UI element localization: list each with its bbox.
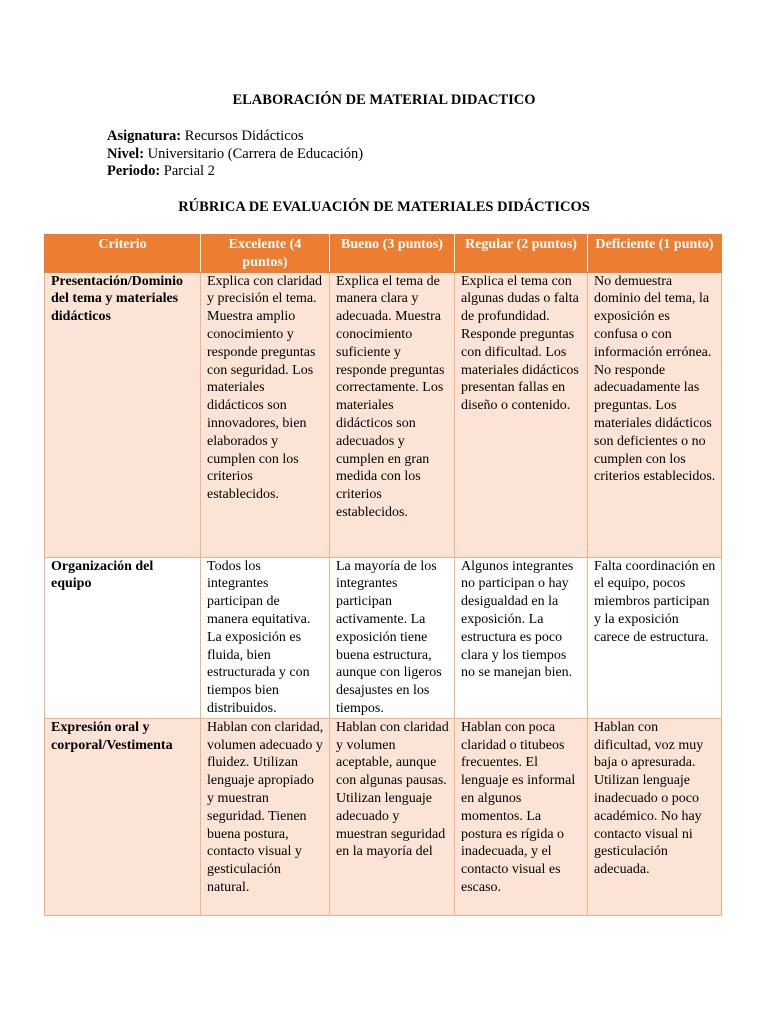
course-info <box>107 128 363 181</box>
criterio-cell: Presentación/Dominio del tema y materiales didácticos <box>45 272 201 557</box>
criterio-cell: Expresión oral y corporal/Vestimenta <box>45 718 201 915</box>
nivel-label: Nivel: <box>107 145 145 162</box>
deficiente-cell: No demuestra dominio del tema, la exposición es confusa o con información errónea. No responde adecuadamente las preguntas. Los materiales didácticos son deficientes o no cumplen con los criterios establecidos. <box>588 272 722 557</box>
regular-cell: Hablan con poca claridad o titubeos frecuentes. El lenguaje es informal en algunos momentos. La postura es rígida o inadecuada, y el contacto visual es escaso. <box>455 718 588 915</box>
bueno-cell: Hablan con claridad y volumen aceptable, aunque con algunas pausas. Utilizan lenguaje adecuado y muestran seguridad en la mayoría del <box>330 718 455 915</box>
bueno-cell: La mayoría de los integrantes participan activamente. La exposición tiene buena estructura, aunque con ligeros desajustes en los tiempos. <box>330 557 455 718</box>
criterio-cell: Organización del equipo <box>45 557 201 718</box>
table-row <box>45 557 722 718</box>
deficiente-cell: Falta coordinación en el equipo, pocos miembros participan y la exposición carece de estructura. <box>588 557 722 718</box>
header-regular: Regular (2 puntos) <box>455 235 588 273</box>
deficiente-cell: Hablan con dificultad, voz muy baja o apresurada. Utilizan lenguaje inadecuado o poco académico. No hay contacto visual ni gesticulación adecuada. <box>588 718 722 915</box>
excelente-cell: Hablan con claridad, volumen adecuado y fluidez. Utilizan lenguaje apropiado y muestran seguridad. Tienen buena postura, contacto visual y gesticulación natural. <box>201 718 330 915</box>
asignatura-line <box>107 128 363 146</box>
rubric-title: RÚBRICA DE EVALUACIÓN DE MATERIALES DIDÁCTICOS <box>178 199 590 215</box>
nivel-line <box>107 146 363 164</box>
header-deficiente: Deficiente (1 punto) <box>588 235 722 273</box>
periodo-label: Periodo: <box>107 163 161 179</box>
asignatura-value: Recursos Didácticos <box>184 128 304 144</box>
header-criterio: Criterio <box>45 235 201 273</box>
rubric-table <box>44 234 722 916</box>
bueno-cell: Explica el tema de manera clara y adecuada. Muestra conocimiento suficiente y responde preguntas correctamente. Los materiales didácticos son adecuados y cumplen en gran medida con los criterios establecidos. <box>330 272 455 557</box>
table-row <box>45 718 722 915</box>
regular-cell: Algunos integrantes no participan o hay desigualdad en la exposición. La estructura es poco clara y los tiempos no se manejan bien. <box>455 557 588 718</box>
nivel-value: Universitario (Carrera de Educación) <box>147 145 364 162</box>
header-bueno: Bueno (3 puntos) <box>330 235 455 273</box>
periodo-value: Parcial 2 <box>163 163 215 179</box>
periodo-line <box>107 163 363 181</box>
table-row <box>45 272 722 557</box>
header-excelente: Excelente (4 puntos) <box>201 235 330 273</box>
regular-cell: Explica el tema con algunas dudas o falta de profundidad. Responde preguntas con dificultad. Los materiales didácticos presentan fallas en diseño o contenido. <box>455 272 588 557</box>
document-title: ELABORACIÓN DE MATERIAL DIDACTICO <box>232 92 536 108</box>
asignatura-label: Asignatura: <box>107 128 182 144</box>
excelente-cell: Explica con claridad y precisión el tema. Muestra amplio conocimiento y responde preguntas con seguridad. Los materiales didácticos son innovadores, bien elaborados y cumplen con los criterios establecidos. <box>201 272 330 557</box>
excelente-cell: Todos los integrantes participan de manera equitativa. La exposición es fluida, bien estructurada y con tiempos bien distribuidos. <box>201 557 330 718</box>
table-header-row <box>45 235 722 273</box>
